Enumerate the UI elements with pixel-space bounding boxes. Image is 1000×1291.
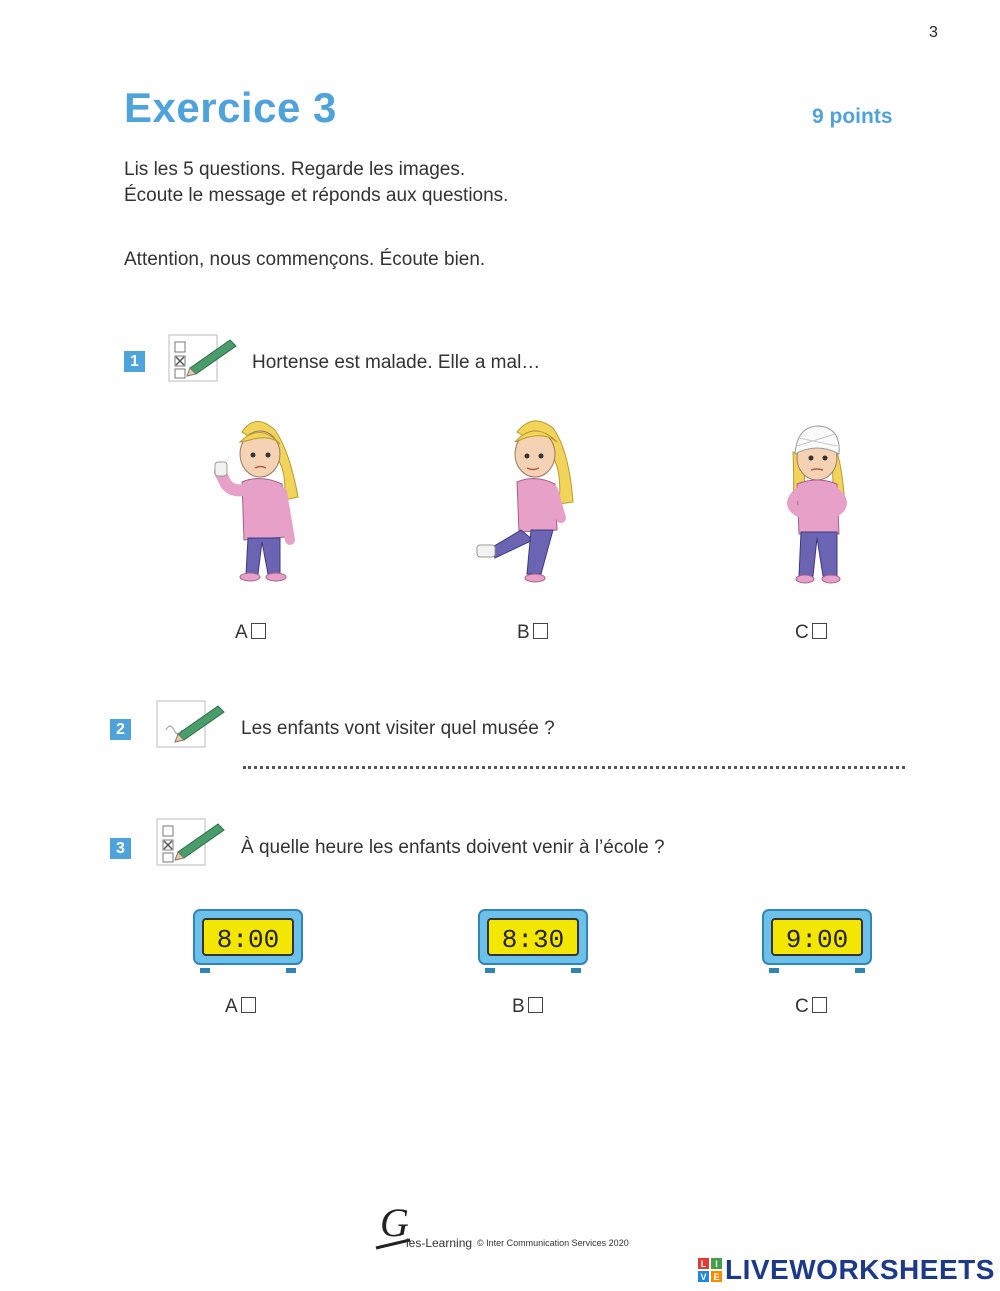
- question-3-text: À quelle heure les enfants doivent venir à l’école ?: [241, 837, 665, 858]
- checkbox[interactable]: [241, 997, 256, 1013]
- clock-time: 8:00: [216, 925, 280, 955]
- question-1-number: 1: [124, 351, 145, 372]
- page-number: 3: [929, 24, 938, 41]
- girl-hurt-head-image: [745, 412, 895, 592]
- question-3-number: 3: [110, 838, 131, 859]
- ies-logo-letter: G: [380, 1200, 409, 1245]
- girl-hurt-arm-image: [180, 412, 330, 592]
- exercise-title: Exercice 3: [124, 84, 337, 131]
- question-2-number: 2: [110, 719, 131, 740]
- q1-choice-b[interactable]: [517, 622, 548, 644]
- liveworksheets-watermark: [698, 1254, 995, 1286]
- checkbox-pencil-icon: [168, 334, 238, 382]
- instruction-line-1: Lis les 5 questions. Regarde les images.: [124, 159, 466, 180]
- q1-choice-c[interactable]: [795, 622, 827, 644]
- checkbox-pencil-icon: [156, 818, 226, 866]
- q3-choice-a[interactable]: [225, 996, 256, 1018]
- footer: [370, 1200, 640, 1255]
- choice-label: B: [517, 622, 531, 643]
- girl-hurt-foot-image: [465, 412, 615, 592]
- choice-label: B: [512, 996, 526, 1017]
- instruction-line-3: Attention, nous commençons. Écoute bien.: [124, 249, 486, 270]
- checkbox[interactable]: [528, 997, 543, 1013]
- liveworksheets-text: LIVEWORKSHEETS: [725, 1254, 995, 1285]
- clock-image: [761, 908, 873, 974]
- question-2-text: Les enfants vont visiter quel musée ?: [241, 718, 555, 739]
- choice-label: C: [795, 996, 810, 1017]
- footer-brand: ies-Learning: [406, 1236, 473, 1250]
- clock-image: [192, 908, 304, 974]
- checkbox[interactable]: [812, 623, 827, 639]
- clock-image: [477, 908, 589, 974]
- choice-label: A: [225, 996, 239, 1017]
- logo-letter: L: [700, 1259, 707, 1269]
- exercise-points: 9 points: [812, 105, 893, 128]
- choice-label: A: [235, 622, 249, 643]
- q3-choice-b[interactable]: [512, 996, 543, 1018]
- clock-time: 8:30: [501, 925, 565, 955]
- clock-time: 9:00: [785, 925, 849, 955]
- q1-choice-a[interactable]: [235, 622, 266, 644]
- write-pencil-icon: [156, 700, 226, 748]
- choice-label: C: [795, 622, 810, 643]
- checkbox[interactable]: [533, 623, 548, 639]
- liveworksheets-logo-icon: [698, 1258, 722, 1282]
- logo-letter: I: [715, 1259, 718, 1269]
- checkbox[interactable]: [812, 997, 827, 1013]
- answer-line[interactable]: [243, 766, 905, 769]
- checkbox[interactable]: [251, 623, 266, 639]
- instruction-line-2: Écoute le message et réponds aux questions.: [124, 185, 509, 206]
- question-1-text: Hortense est malade. Elle a mal…: [252, 352, 541, 373]
- footer-copyright: © Inter Communication Services 2020: [477, 1238, 629, 1248]
- logo-letter: V: [700, 1272, 707, 1282]
- logo-letter: E: [713, 1272, 720, 1282]
- q3-choice-c[interactable]: [795, 996, 827, 1018]
